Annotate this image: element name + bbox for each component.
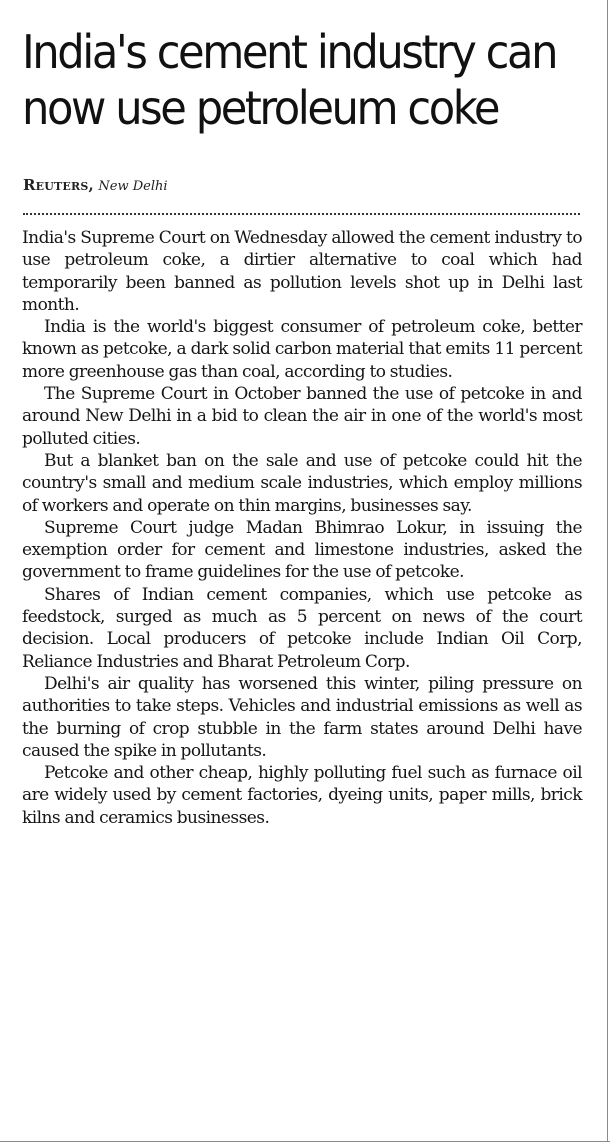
article-paragraph: Petcoke and other cheap, highly polluting fuel such as furnace oil are widely used by cement factories, dyeing units, paper mills, brick kilns and ceramics businesses. [22, 763, 582, 828]
article-paragraph: Delhi's air quality has worsened this winter, piling pressure on authorities to take steps. Vehicles and industrial emissions as well as the burning of crop stubble in the farm states around Delhi have caused the spike in pollutants. [22, 673, 582, 761]
byline-agency: Reuters, [23, 176, 94, 194]
byline-location: New Delhi [98, 179, 168, 194]
article-paragraph: The Supreme Court in October banned the use of petcoke in and around New Delhi in a bid to clean the air in one of the world's most polluted cities. [22, 384, 582, 449]
article-paragraph: But a blanket ban on the sale and use of petcoke could hit the country's small and medium scale industries, which employ millions of workers and operate on thin margins, businesses say. [22, 450, 582, 516]
article-paragraph: India's Supreme Court on Wednesday allowed the cement industry to use petroleum coke, a dirtier alternative to coal which had temporarily been banned as pollution levels shot up in Delhi last month. [22, 228, 582, 315]
article-paragraph: Supreme Court judge Madan Bhimrao Lokur, in issuing the exemption order for cement and limestone industries, asked the government to frame guidelines for the use of petcoke. [22, 517, 582, 583]
byline [23, 176, 168, 194]
headline-line: now use petroleum coke [22, 81, 498, 135]
article-paragraph: India is the world's biggest consumer of petroleum coke, better known as petcoke, a dark solid carbon material that emits 11 percent more greenhouse gas than coal, according to studies. [22, 317, 582, 382]
headline-line: India's cement industry can [22, 25, 557, 79]
dotted-divider [23, 213, 580, 215]
article-body [22, 227, 582, 829]
article-headline [22, 24, 563, 136]
article-paragraph: Shares of Indian cement companies, which use petcoke as feedstock, surged as much as 5 percent on news of the court decision. Local producers of petcoke include Indian Oil Corp, Reliance Industries and Bharat Petroleum Corp. [22, 584, 582, 672]
